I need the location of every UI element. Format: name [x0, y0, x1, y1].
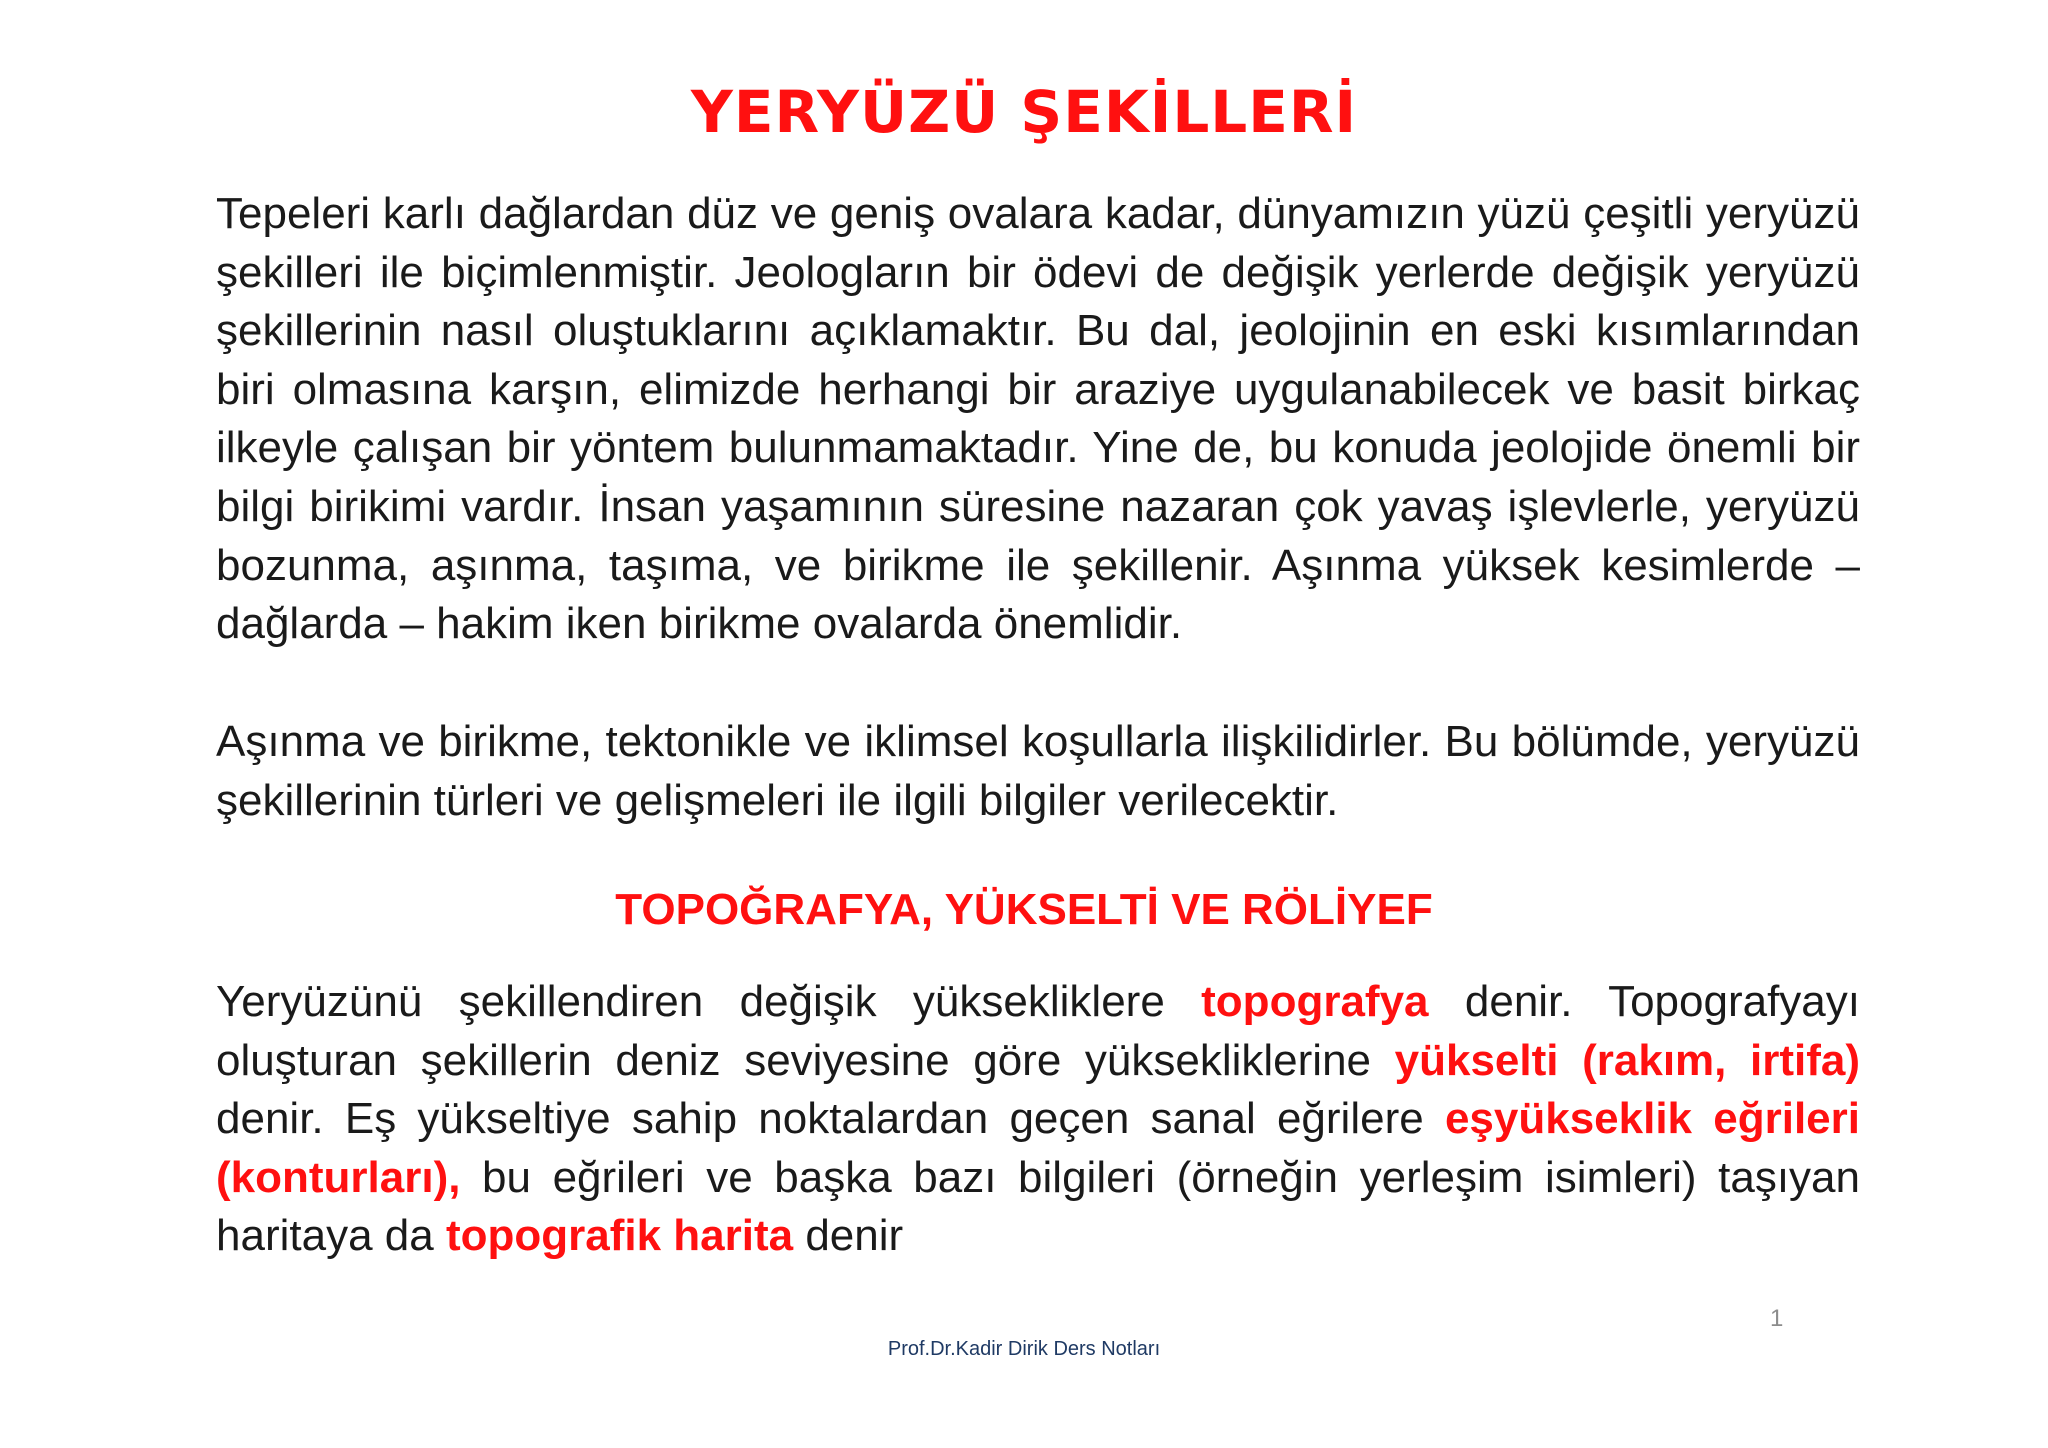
intro-paragraph-2: Aşınma ve birikme, tektonikle ve iklimsel koşullarla ilişkilidirler. Bu bölümde, yeryüzü şekillerinin türleri ve gelişmeleri ile ilgili bilgiler verilecektir.: [216, 717, 1860, 825]
section-text-4: bu eğrileri ve başka bazı bilgileri (örneğin yerleşim isimleri) taşıyan haritaya da: [216, 1152, 1860, 1261]
term-topografya: topografya: [1201, 977, 1429, 1026]
section-paragraph: [216, 973, 1860, 1266]
section-text-1: Yeryüzünü şekillendiren değişik yüksekliklere: [216, 977, 1202, 1026]
section-text-5: denir: [793, 1211, 904, 1261]
term-esyukseklik-egrileri: eşyükseklik eğrileri (konturları),: [216, 1094, 1860, 1202]
slide-title: YERYÜZÜ ŞEKİLLERİ: [690, 78, 1358, 146]
page-number: 1: [1770, 1305, 1784, 1332]
term-yukselti: yükselti (rakım, irtifa): [1394, 1035, 1860, 1085]
section-text-2: denir. Topografyayı oluşturan şekillerin deniz seviyesine göre yüksekliklerine: [216, 977, 1860, 1085]
term-topografik-harita: topografik harita: [445, 1211, 794, 1261]
section-text-3: denir. Eş yükseltiye sahip noktalardan geçen sanal eğrilere: [216, 1094, 1445, 1144]
section-heading: TOPOĞRAFYA, YÜKSELTİ VE RÖLİYEF: [615, 885, 1433, 934]
footer-author: Prof.Dr.Kadir Dirik Ders Notları: [887, 1338, 1161, 1360]
intro-paragraph-1: Tepeleri karlı dağlardan düz ve geniş ovalara kadar, dünyamızın yüzü çeşitli yeryüzü şekilleri ile biçimlenmiştir. Jeologların bir ödevi de değişik yerlerde değişik yeryüzü şekillerinin nasıl oluştuklarını açıklamaktır. Bu dal, jeolojinin en eski kısımlarından biri olmasına karşın, elimizde herhangi bir araziye uygulanabilecek ve basit birkaç ilkeyle çalışan bir yöntem bulunmamaktadır. Yine de, bu konuda jeolojide önemli bir bilgi birikimi vardır. İnsan yaşamının süresine nazaran çok yavaş işlevlerle, yeryüzü bozunma, aşınma, taşıma, ve birikme ile şekillenir. Aşınma yüksek kesimlerde – dağlarda – hakim iken birikme ovalarda önemlidir.: [216, 189, 1860, 649]
